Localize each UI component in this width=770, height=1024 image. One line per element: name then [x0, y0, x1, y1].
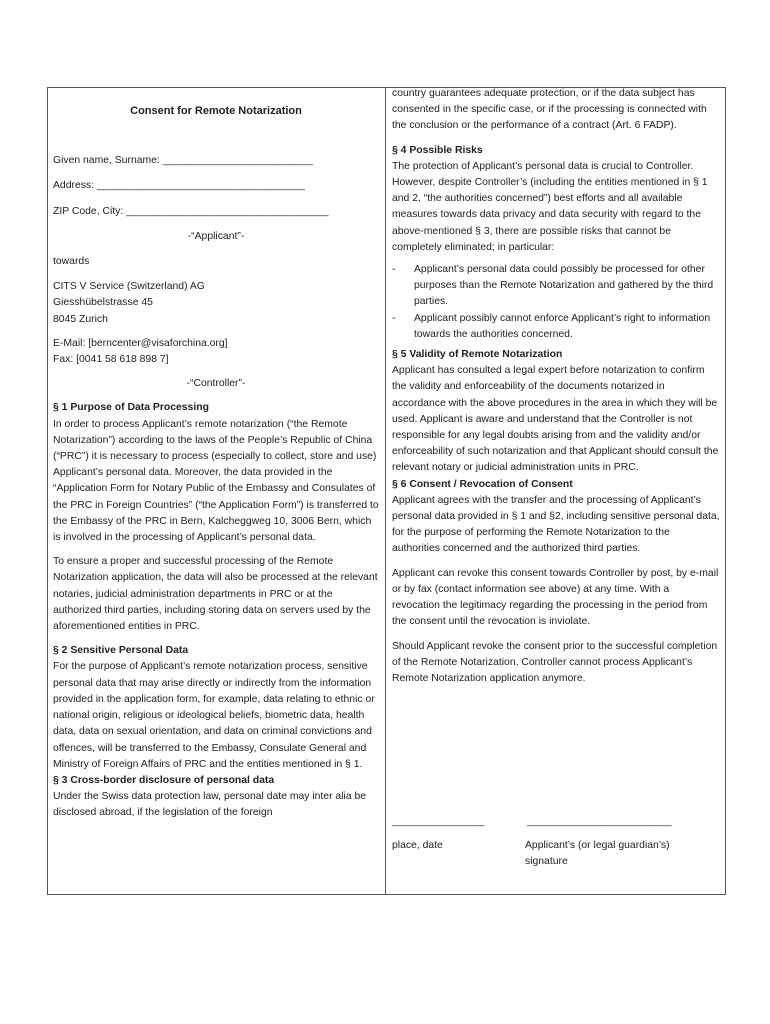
right-column — [392, 86, 720, 687]
list-item: - Applicant possibly cannot enforce Applicant’s right to information towards the authorities concerned. — [392, 311, 720, 343]
document-title: Consent for Remote Notarization — [130, 105, 302, 117]
towards-text: towards — [53, 256, 90, 268]
section-2-paragraph: For the purpose of Applicant’s remote notarization process, sensitive personal data that may arise directly or indirectly from the information provided in the application form, for example, data relating to ethnic or national origin, religious or ideological beliefs, biometric data, health data, data on sexual orientation, and data on criminal convictions and offences, will be transferred to the Embassy, Consulate General and Ministry of Foreign Affairs of PRC and the entities mentioned in § 1. — [53, 661, 375, 770]
zip-city-field: ZIP Code, City: ___________________________________ — [53, 205, 329, 217]
section-3-paragraph: Under the Swiss data protection law, personal date may inter alia be disclosed abroad, if the legislation of the foreign — [53, 791, 367, 819]
controller-fax: Fax: [0041 58 618 898 7] — [53, 354, 169, 366]
section-5-paragraph: Applicant has consulted a legal expert before notarization to confirm the validity and enforceability of the documents notarized in accordance with the above procedures in the area in which they will be used. Applicant is aware and understand that the Controller is not responsible for any legal doubts arising from and the validity and/or enforceability of such notarization and that Applicant should consult the relevant notary or judicial administration units in PRC. — [392, 365, 719, 474]
section-5-heading: § 5 Validity of Remote Notarization — [392, 349, 563, 361]
left-column — [53, 95, 379, 822]
signature-label: Applicant’s (or legal guardian’s) signature — [525, 840, 670, 868]
column-divider — [385, 87, 386, 895]
section-1-heading: § 1 Purpose of Data Processing — [53, 402, 209, 414]
section-1-paragraph-2: To ensure a proper and successful processing of the Remote Notarization application, the data will also be processed at the relevant notaries, judicial administration departments in PRC or at the authorized third parties, including storing data on servers used by the aforementioned entities in PRC. — [53, 556, 378, 633]
risk-list — [392, 262, 720, 343]
address-field: Address: ____________________________________ — [53, 180, 305, 192]
section-3-heading: § 3 Cross-border disclosure of personal data — [53, 774, 275, 786]
section-4-paragraph: The protection of Applicant’s personal data is crucial to Controller. However, despite Controller’s (including the entities mentioned in § 1 and 2, “the authorities concerned”) best efforts and all available measures towards data privacy and data security with regard to the above-mentioned § 3, there are possible risks that cannot be completely eliminated; in particular: — [392, 160, 708, 253]
controller-city: 8045 Zurich — [53, 313, 108, 325]
section-6-paragraph-1: Applicant agrees with the transfer and the processing of Applicant’s personal data provided in § 1 and §2, including sensitive personal data, for the purpose of performing the Remote Notarization to the authorities concerned and the authorized third parties. — [392, 494, 720, 555]
section-2-heading: § 2 Sensitive Personal Data — [53, 645, 189, 657]
section-4-heading: § 4 Possible Risks — [392, 144, 483, 156]
section-6-paragraph-3: Should Applicant revoke the consent prior to the successful completion of the Remote Notarization, Controller cannot process Applicant’s Remote Notarization application anymore. — [392, 640, 718, 684]
section-1-paragraph-1: In order to process Applicant’s remote notarization (“the Remote Notarization”) according to the laws of the People’s Republic of China (“PRC”) it is necessary to process (especially to collect, store and use) Applicant’s personal data. Moreover, the data provided in the “Application Form for Notary Public of the Embassy and Consulates of the PRC in Foreign Countries” (“the Application Form”) is transferred to the Embassy of the PRC in Bern, Kalcheggweg 10, 3006 Bern, which is involved in the processing of Applicant’s personal data. — [53, 418, 379, 544]
place-date-label: place, date — [392, 840, 443, 851]
place-date-line: ________________ — [392, 816, 485, 827]
section-6-heading: § 6 Consent / Revocation of Consent — [392, 478, 573, 490]
section-3-continued: country guarantees adequate protection, or if the data subject has consented in the specific case, or if the processing is connected with the conclusion or the performance of a contract (Art. 6 FADP). — [392, 88, 707, 132]
given-name-field: Given name, Surname: __________________________ — [53, 155, 313, 167]
list-item: - Applicant’s personal data could possibly be processed for other purposes than the Remote Notarization and gathered by the third parties. — [392, 262, 720, 311]
controller-street: Giesshübelstrasse 45 — [53, 297, 153, 309]
controller-email: E-Mail: [berncenter@visaforchina.org] — [53, 337, 228, 349]
controller-name: CITS V Service (Switzerland) AG — [53, 281, 205, 293]
signature-line: _________________________ — [527, 816, 672, 827]
applicant-label: -“Applicant”- — [187, 230, 245, 242]
section-6-paragraph-2: Applicant can revoke this consent towards Controller by post, by e-mail or by fax (contact information see above) at any time. With a revocation the legitimacy regarding the processing in the period from the consent until the revocation is inviolate. — [392, 567, 719, 628]
controller-label: -“Controller”- — [186, 378, 246, 390]
signature-lines — [392, 816, 720, 834]
